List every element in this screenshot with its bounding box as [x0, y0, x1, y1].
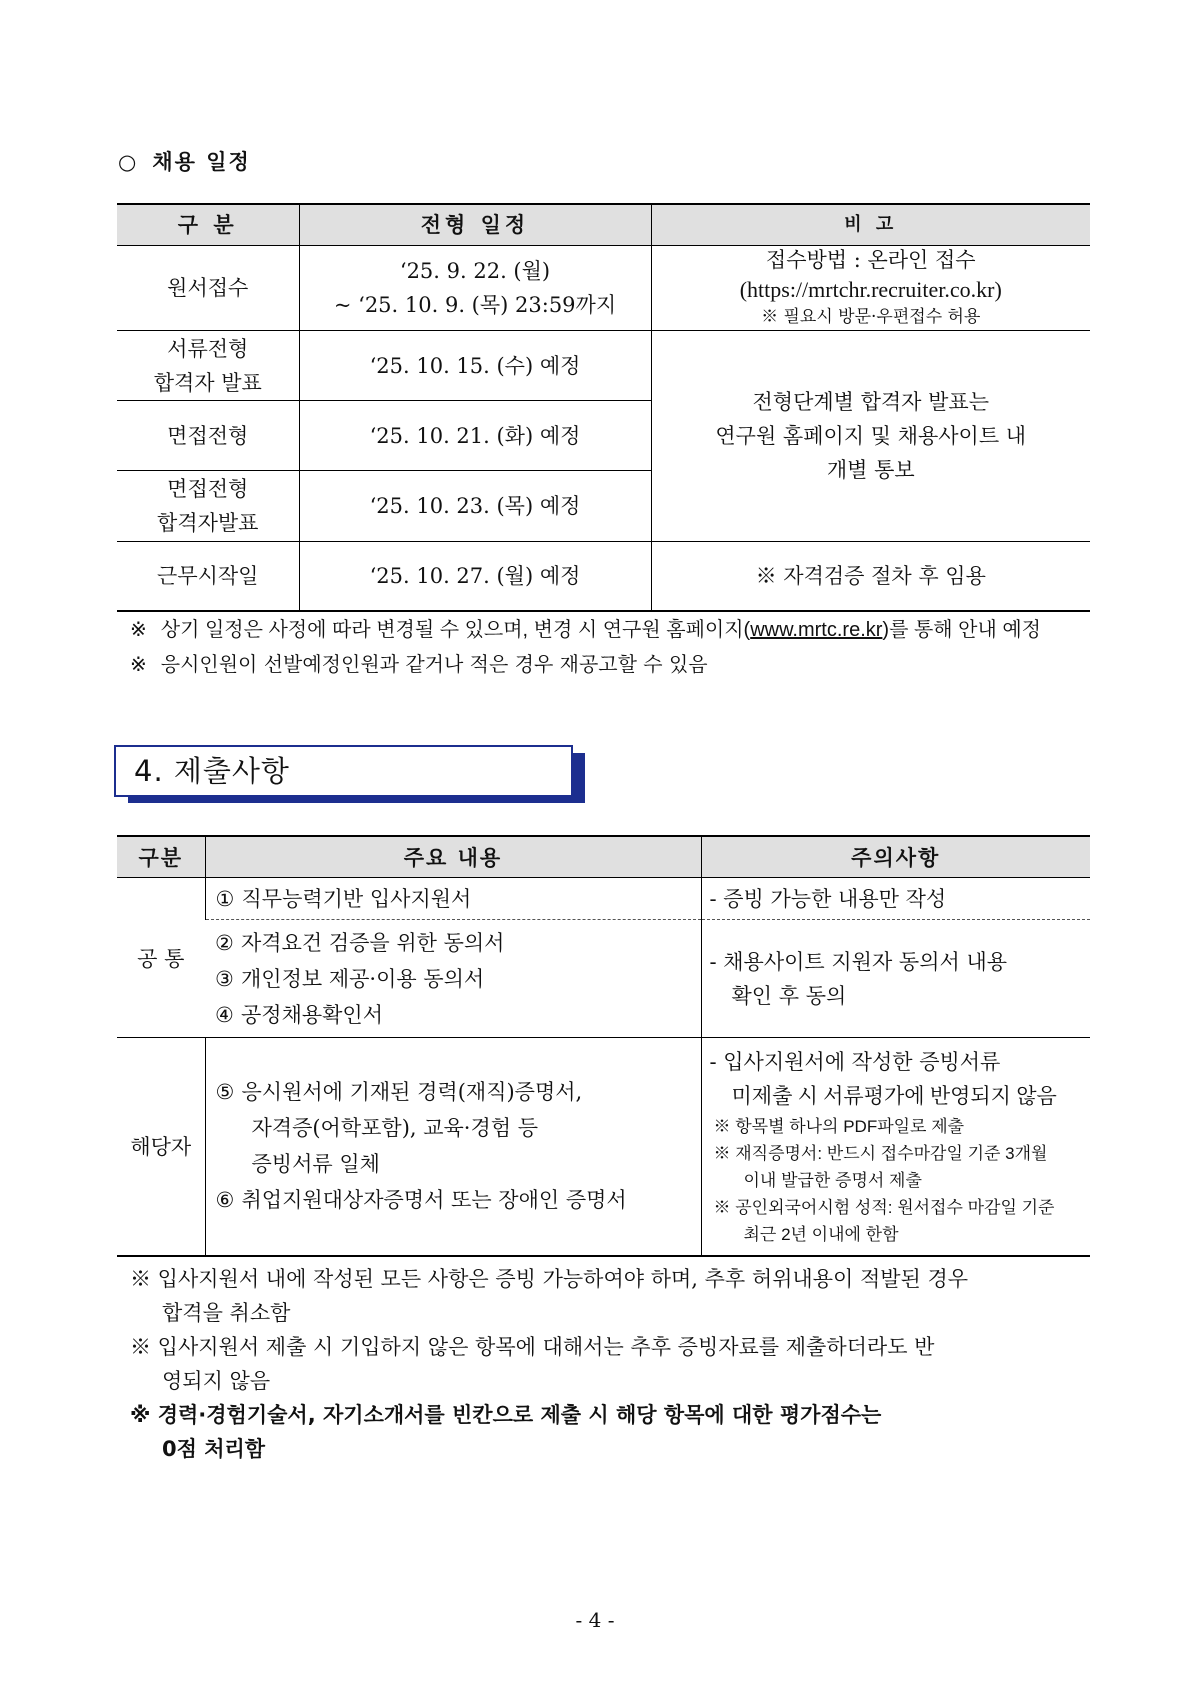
- header-main-content: 주요 내용: [205, 836, 701, 878]
- row-category: 원서접수: [117, 246, 299, 331]
- row-remarks: ※ 자격검증 절차 후 임용: [651, 542, 1090, 611]
- row-date: ‘25. 10. 21. (화) 예정: [299, 401, 651, 471]
- section4-title: 4. 제출사항: [134, 754, 290, 788]
- page-number: - 4 -: [575, 1608, 615, 1632]
- header-remarks: 비 고: [651, 204, 1090, 246]
- applicable-category: 해당자: [117, 1038, 205, 1256]
- header-category: 구분: [117, 836, 205, 878]
- table-row: [117, 542, 1090, 611]
- table-row: [117, 878, 1090, 920]
- row-category: 면접전형 합격자발표: [117, 471, 299, 542]
- table-row: [117, 1038, 1090, 1256]
- table-header-row: [117, 204, 1090, 246]
- header-cautions: 주의사항: [701, 836, 1090, 878]
- footnote-3: ※ 경력·경험기술서, 자기소개서를 빈칸으로 제출 시 해당 항목에 대한 평가점수는 0점 처리함: [130, 1403, 882, 1461]
- submission-table: [117, 835, 1090, 1257]
- footnote-1: ※ 입사지원서 내에 작성된 모든 사항은 증빙 가능하여야 하며, 추후 허위내용이 적발된 경우 합격을 취소함: [130, 1267, 969, 1325]
- row-category: 서류전형 합격자 발표: [117, 331, 299, 401]
- table-header-row: [117, 836, 1090, 878]
- row-remarks: 접수방법 : 온라인 접수 (https://mrtchr.recruiter.co.kr) ※ 필요시 방문·우편접수 허용: [651, 246, 1090, 331]
- table-row: [117, 331, 1090, 401]
- header-category: 구 분: [117, 204, 299, 246]
- common-category: 공 통: [117, 878, 205, 1038]
- homepage-link[interactable]: www.mrtc.re.kr: [750, 619, 883, 641]
- row-date: ‘25. 10. 23. (목) 예정: [299, 471, 651, 542]
- table-row: [117, 246, 1090, 331]
- row-category: 근무시작일: [117, 542, 299, 611]
- row-date: ‘25. 9. 22. (월) ~ ‘25. 10. 9. (목) 23:59까지: [299, 246, 651, 331]
- applicable-cautions: - 입사지원서에 작성한 증빙서류 미제출 시 서류평가에 반영되지 않음 ※ 항목별 하나의 PDF파일로 제출 ※ 재직증명서: 반드시 접수마감일 기준 3개월 이내 발급한 증명서 제출 ※ 공인외국어시험 성적: 원서접수 마감일 기준 최근 2년 이내에 한함: [701, 1038, 1090, 1256]
- schedule-note-1: ※ 상기 일정은 사정에 따라 변경될 수 있으며, 변경 시 연구원 홈페이지(www.mrtc.re.kr)를 통해 안내 예정: [130, 619, 1041, 641]
- row-date: ‘25. 10. 15. (수) 예정: [299, 331, 651, 401]
- applicable-items: ⑤ 응시원서에 기재된 경력(재직)증명서, 자격증(어학포함), 교육·경험 등 증빙서류 일체 ⑥ 취업지원대상자증명서 또는 장애인 증명서: [205, 1038, 701, 1256]
- schedule-note-2: ※ 응시인원이 선발예정인원과 같거나 적은 경우 재공고할 수 있음: [130, 652, 708, 676]
- schedule-table: [117, 203, 1090, 612]
- header-schedule: 전형 일정: [299, 204, 651, 246]
- table-row: [117, 920, 1090, 1038]
- circle-bullet-icon: ○: [118, 150, 139, 174]
- common-items-1: ① 직무능력기반 입사지원서: [205, 878, 701, 920]
- common-items-2: ② 자격요건 검증을 위한 동의서 ③ 개인정보 제공·이용 동의서 ④ 공정채용확인서: [205, 920, 701, 1038]
- common-caution-2: - 채용사이트 지원자 동의서 내용 확인 후 동의: [701, 920, 1090, 1038]
- row-date: ‘25. 10. 27. (월) 예정: [299, 542, 651, 611]
- recruit-site-url[interactable]: (https://mrtchr.recruiter.co.kr): [739, 277, 1002, 302]
- row-category: 면접전형: [117, 401, 299, 471]
- schedule-section-title: ○ 채용 일정: [118, 149, 251, 174]
- footnote-2: ※ 입사지원서 제출 시 기입하지 않은 항목에 대해서는 추후 증빙자료를 제출하더라도 반 영되지 않음: [130, 1335, 935, 1393]
- common-caution-1: - 증빙 가능한 내용만 작성: [701, 878, 1090, 920]
- merged-remarks: 전형단계별 합격자 발표는 연구원 홈페이지 및 채용사이트 내 개별 통보: [651, 331, 1090, 542]
